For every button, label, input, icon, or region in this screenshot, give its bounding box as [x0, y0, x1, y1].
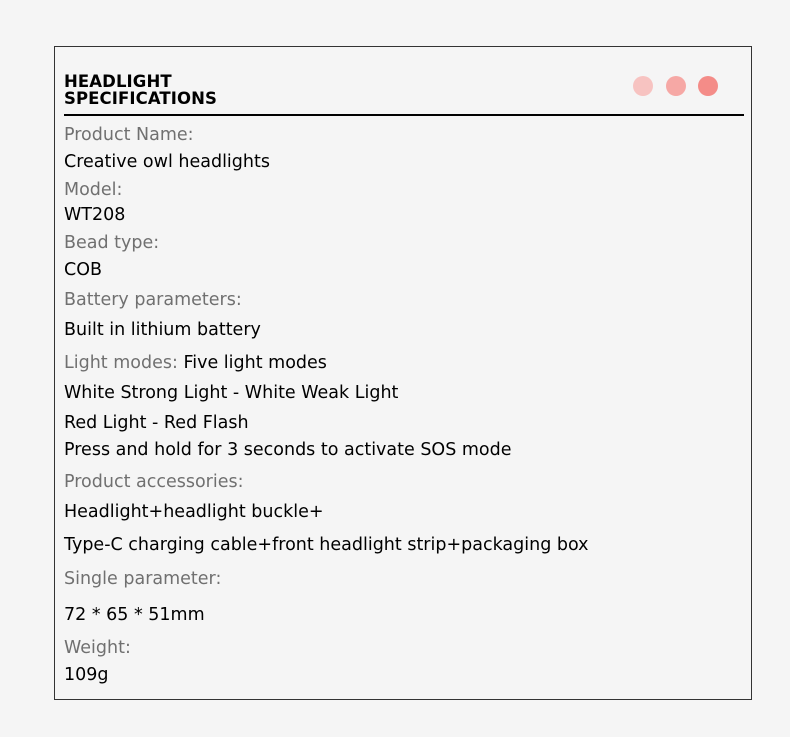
accessories-label: Product accessories:: [64, 472, 244, 492]
model-label: Model:: [64, 180, 123, 200]
decorative-dot-medium-icon: [666, 76, 686, 96]
battery-value: Built in lithium battery: [64, 320, 261, 340]
light-modes-row: [64, 352, 327, 374]
title-line-1: HEADLIGHT: [64, 72, 172, 91]
decorative-dot-light-icon: [633, 76, 653, 96]
single-parameter-value: 72 * 65 * 51mm: [64, 605, 205, 625]
weight-label: Weight:: [64, 638, 131, 658]
bead-type-value: COB: [64, 260, 102, 280]
light-modes-label: Light modes:: [64, 353, 178, 373]
product-name-label: Product Name:: [64, 125, 194, 145]
light-modes-line-3: Red Light - Red Flash: [64, 413, 249, 433]
weight-value: 109g: [64, 665, 109, 685]
product-name-value: Creative owl headlights: [64, 152, 270, 172]
model-value: WT208: [64, 205, 126, 225]
light-modes-value: Five light modes: [183, 353, 327, 373]
light-modes-line-2: White Strong Light - White Weak Light: [64, 383, 399, 403]
page-title: [64, 73, 217, 107]
accessories-line-2: Type-C charging cable+front headlight strip+packaging box: [64, 535, 589, 555]
light-modes-line-4: Press and hold for 3 seconds to activate SOS mode: [64, 440, 512, 460]
title-line-2: SPECIFICATIONS: [64, 89, 218, 108]
decorative-dot-dark-icon: [698, 76, 718, 96]
single-parameter-label: Single parameter:: [64, 569, 222, 589]
bead-type-label: Bead type:: [64, 233, 160, 253]
spec-card: [54, 46, 752, 700]
title-divider: [64, 114, 744, 116]
accessories-line-1: Headlight+headlight buckle+: [64, 502, 324, 522]
battery-label: Battery parameters:: [64, 290, 242, 310]
